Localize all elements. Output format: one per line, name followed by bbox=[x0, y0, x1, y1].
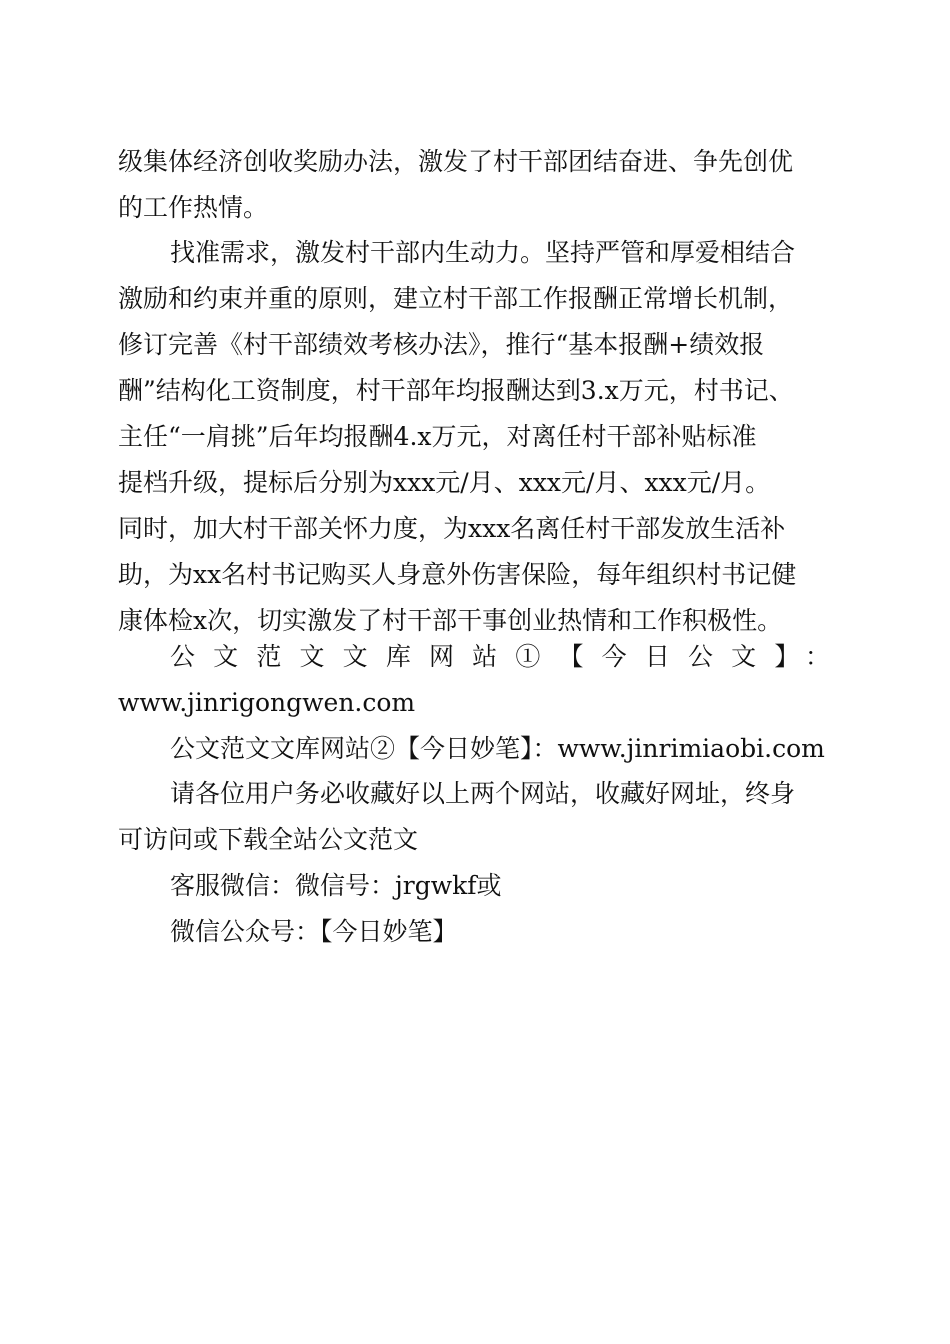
paragraph-line: 助，为xx名村书记购买人身意外伤害保险，每年组织村书记健 bbox=[118, 560, 797, 589]
site1-url-link[interactable]: www.jinrigongwen.com bbox=[118, 688, 416, 717]
notice-line: 请各位用户务必收藏好以上两个网站，收藏好网址，终身 bbox=[170, 779, 796, 808]
paragraph-line: 激励和约束并重的原则，建立村干部工作报酬正常增长机制， bbox=[118, 284, 794, 313]
paragraph-line: 康体检x次，切实激发了村干部干事创业热情和工作积极性。 bbox=[118, 606, 783, 635]
site2-link[interactable]: 公文范文文库网站②【今日妙笔】：www.jinrimiaobi.com bbox=[170, 734, 825, 763]
paragraph-line: 的工作热情。 bbox=[118, 193, 269, 222]
site1-label: 公文范文文库网站①【今日公文】： bbox=[170, 642, 830, 671]
paragraph-line: 主任“一肩挑”后年均报酬4.x万元，对离任村干部补贴标准 bbox=[118, 422, 757, 451]
paragraph-line: 找准需求，激发村干部内生动力。坚持严管和厚爱相结合 bbox=[170, 238, 796, 267]
paragraph-line: 提档升级，提标后分别为xxx元/月、xxx元/月、xxx元/月。 bbox=[118, 468, 771, 497]
wechat-official-account: 微信公众号：【今日妙笔】 bbox=[170, 917, 458, 946]
paragraph-line: 同时，加大村干部关怀力度，为xxx名离任村干部发放生活补 bbox=[118, 514, 786, 543]
paragraph-line: 酬”结构化工资制度，村干部年均报酬达到3.x万元，村书记、 bbox=[118, 376, 794, 405]
wechat-service: 客服微信：微信号：jrgwkf或 bbox=[170, 871, 502, 900]
paragraph-line: 修订完善《村干部绩效考核办法》，推行“基本报酬+绩效报 bbox=[118, 330, 765, 359]
paragraph-line: 级集体经济创收奖励办法，激发了村干部团结奋进、争先创优 bbox=[118, 147, 794, 176]
notice-line: 可访问或下载全站公文范文 bbox=[118, 825, 419, 854]
